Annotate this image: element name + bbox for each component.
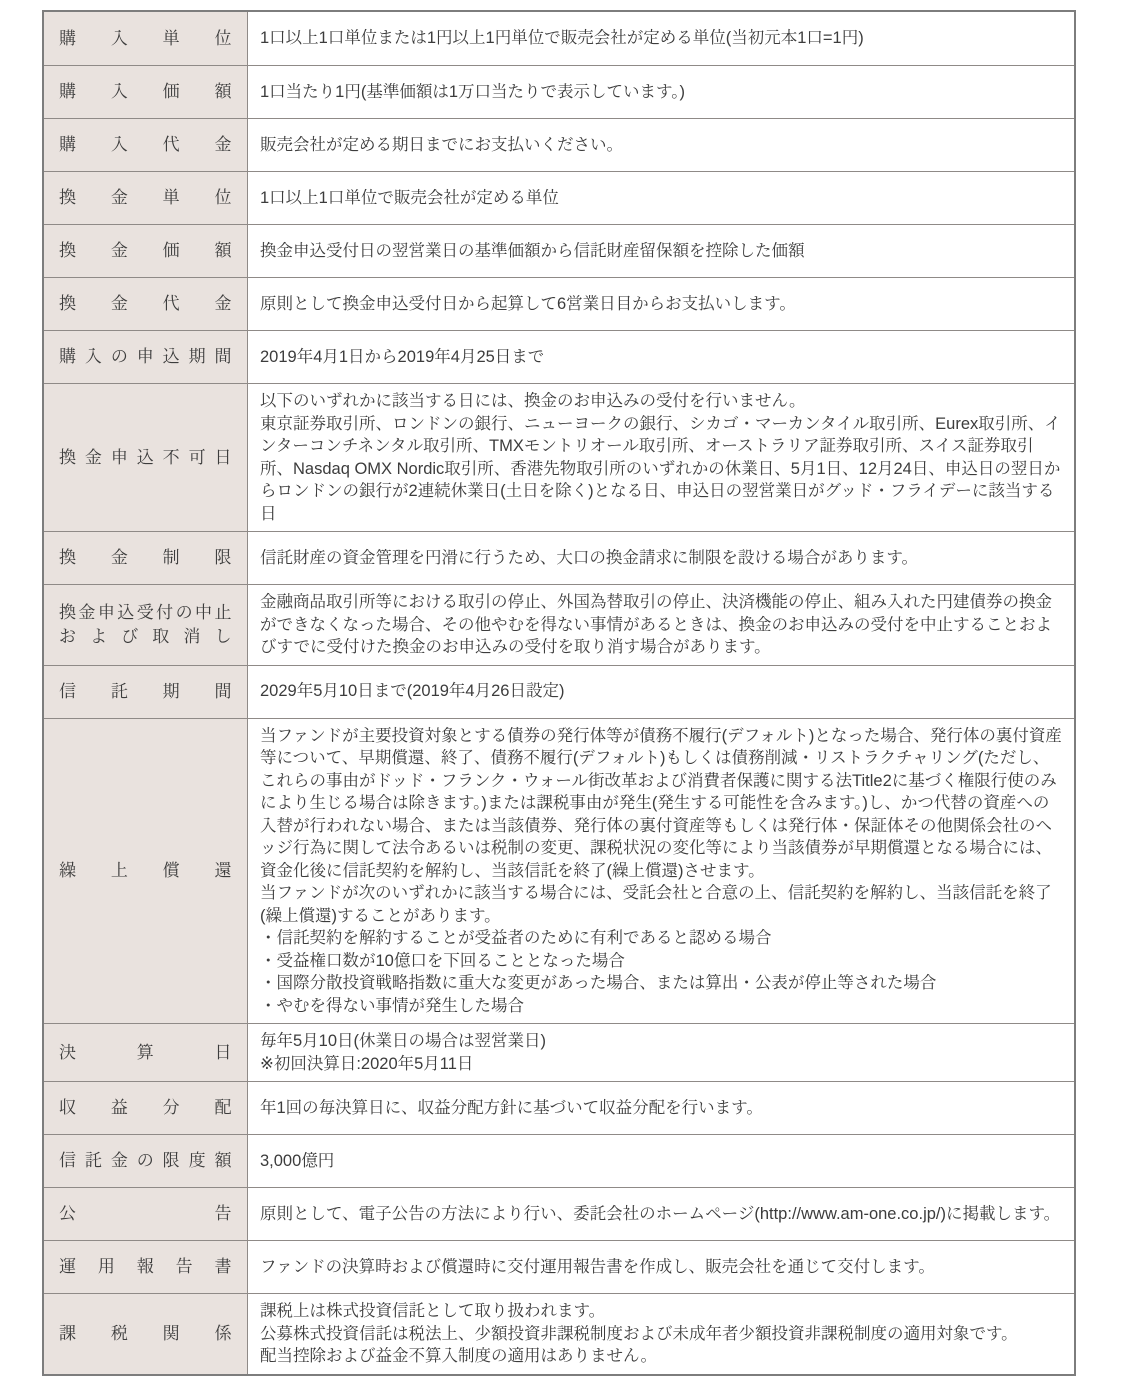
row-content-line: ※初回決算日:2020年5月11日	[260, 1054, 474, 1073]
row-label-line: 運用報告書	[59, 1257, 232, 1276]
row-label-line: 購入の申込期間	[59, 347, 232, 366]
row-content-line: 原則として、電子公告の方法により行い、委託会社のホームページ(http://www.am-one.co.jp/)に掲載します。	[260, 1204, 1061, 1223]
row-content-line: 3,000億円	[260, 1151, 335, 1170]
table-row	[44, 330, 1074, 383]
row-label-line: 換金単位	[59, 188, 232, 207]
row-label	[44, 666, 248, 718]
table-row	[44, 1134, 1074, 1187]
row-content	[248, 666, 1074, 718]
table-row	[44, 277, 1074, 330]
row-content	[248, 119, 1074, 171]
row-content-line: 以下のいずれかに該当する日には、換金のお申込みの受付を行いません。	[260, 392, 806, 410]
row-content-line: 換金申込受付日の翌営業日の基準価額から信託財産留保額を控除した価額	[260, 241, 805, 260]
row-content-line: ・やむを得ない事情が発生した場合	[260, 996, 524, 1015]
row-content-line: ファンドの決算時および償還時に交付運用報告書を作成し、販売会社を通じて交付します。	[260, 1257, 935, 1276]
row-content-line: 2029年5月10日まで(2019年4月26日設定)	[260, 682, 565, 701]
row-label-line: 換金価額	[59, 241, 232, 260]
row-label	[44, 1024, 248, 1081]
row-label-line: 信託金の限度額	[59, 1151, 232, 1170]
row-label-line: 購入単位	[59, 28, 232, 48]
row-label-line: 購入代金	[59, 135, 232, 154]
row-content	[248, 1188, 1074, 1240]
table-row	[44, 1023, 1074, 1081]
row-content-line: 2019年4月1日から2019年4月25日まで	[260, 347, 545, 366]
row-label	[44, 719, 248, 1024]
row-label	[44, 172, 248, 224]
row-label	[44, 119, 248, 171]
row-content	[248, 1082, 1074, 1134]
row-label-line: 公告	[59, 1204, 232, 1223]
row-content-line: 東京証券取引所、ロンドンの銀行、ニューヨークの銀行、シカゴ・マーカンタイル取引所、Eurex取引所、インターコンチネンタル取引所、TMXモントリオール取引所、オーストラリア証券取引所、スイス証券取引所、Nasdaq OMX Nordic取引所、香港先物取引所のいずれかの休業日、5月1日、12月24日、申込日の翌日からロンドンの銀行が2連続休業日(土日を除く)となる日、申込日の翌営業日がグッド・フライデーに該当する日	[260, 414, 1061, 523]
row-label-line: 収益分配	[59, 1098, 232, 1117]
row-content	[248, 225, 1074, 277]
table-row	[44, 171, 1074, 224]
table-row	[44, 383, 1074, 531]
table-row	[44, 665, 1074, 718]
table-row	[44, 118, 1074, 171]
row-content-line: 公募株式投資信託は税法上、少額投資非課税制度および未成年者少額投資非課税制度の適用対象です。	[260, 1324, 1018, 1343]
row-label-line: 換金申込不可日	[59, 447, 232, 467]
row-label-line: 換金申込受付の中止	[59, 602, 232, 622]
row-label	[44, 66, 248, 118]
table-row	[44, 1081, 1074, 1134]
row-content	[248, 1241, 1074, 1293]
row-content-line: 課税上は株式投資信託として取り扱われます。	[260, 1302, 606, 1320]
row-content-line: 配当控除および益金不算入制度の適用はありません。	[260, 1347, 657, 1365]
row-content-line: 信託財産の資金管理を円滑に行うため、大口の換金請求に制限を設ける場合があります。	[260, 548, 919, 567]
row-content-line: 販売会社が定める期日までにお支払いください。	[260, 135, 623, 154]
table-row	[44, 584, 1074, 665]
row-label-line: 換金制限	[59, 548, 232, 567]
row-content	[248, 532, 1074, 584]
row-label	[44, 12, 248, 65]
row-label-line: 購入価額	[59, 82, 232, 101]
row-label	[44, 1135, 248, 1187]
table-row	[44, 65, 1074, 118]
row-content-line: 年1回の毎決算日に、収益分配方針に基づいて収益分配を行います。	[260, 1098, 763, 1117]
row-content	[248, 719, 1074, 1024]
row-content-line: 毎年5月10日(休業日の場合は翌営業日)	[260, 1032, 547, 1050]
row-content-line: ・国際分散投資戦略指数に重大な変更があった場合、または算出・公表が停止等された場合	[260, 974, 937, 992]
row-label	[44, 1188, 248, 1240]
row-label	[44, 1241, 248, 1293]
table-row	[44, 531, 1074, 584]
row-label	[44, 1082, 248, 1134]
row-content	[248, 12, 1074, 65]
row-label-line: 課税関係	[59, 1323, 232, 1343]
row-content-line: 1口以上1口単位または1円以上1円単位で販売会社が定める単位(当初元本1口=1円)	[260, 29, 864, 48]
row-content-line: ・受益権口数が10億口を下回ることとなった場合	[260, 951, 625, 970]
row-label-line: 信託期間	[59, 681, 232, 701]
row-label-line: 繰上償還	[59, 860, 232, 880]
row-label	[44, 225, 248, 277]
row-content	[248, 1294, 1074, 1374]
row-label	[44, 585, 248, 665]
row-content-line: 原則として換金申込受付日から起算して6営業日目からお支払いします。	[260, 294, 796, 313]
row-content	[248, 1024, 1074, 1081]
row-label	[44, 1294, 248, 1374]
row-content	[248, 66, 1074, 118]
row-content-line: 金融商品取引所等における取引の停止、外国為替取引の停止、決済機能の停止、組み入れた円建債券の換金ができなくなった場合、その他やむを得ない事情があるときは、換金のお申込みの受付を中止することおよびすでに受付けた換金のお申込みの受付を取り消す場合があります。	[260, 593, 1052, 656]
row-label	[44, 278, 248, 330]
row-label-line: 換金代金	[59, 294, 232, 313]
row-content-line: 当ファンドが主要投資対象とする債券の発行体等が債務不履行(デフォルト)となった場合、発行体の裏付資産等について、早期償還、終了、債務不履行(デフォルト)もしくは債務削減・リストラクチャリング(ただし、これらの事由がドッド・フランク・ウォール街改革および消費者保護に関する法Title2に基づく権限行使のみにより生じる場合は除きます。)または課税事由が発生(発生する可能性を含みます。)し、かつ代替の資産への入替が行われない場合、または当該債券、発行体の裏付資産等もしくは発行体・保証体その他関係会社のヘッジ行為に関して法令あるいは税制の変更、課税状況の変化等により当該債券が早期償還となる場合には、資金化後に信託契約を解約し、当該信託を終了(繰上償還)させます。	[260, 726, 1062, 880]
table-row	[44, 718, 1074, 1024]
fund-details-table	[42, 10, 1076, 1376]
table-row	[44, 1293, 1074, 1374]
row-label	[44, 331, 248, 383]
table-row	[44, 12, 1074, 65]
row-content	[248, 172, 1074, 224]
row-content-line: 1口以上1口単位で販売会社が定める単位	[260, 188, 559, 207]
row-label-line: および取消し	[59, 626, 232, 646]
row-content	[248, 331, 1074, 383]
table-row	[44, 224, 1074, 277]
row-content	[248, 1135, 1074, 1187]
row-label	[44, 532, 248, 584]
row-label-line: 決算日	[59, 1042, 232, 1062]
row-content-line: ・信託契約を解約することが受益者のために有利であると認める場合	[260, 929, 772, 947]
row-content-line: 当ファンドが次のいずれかに該当する場合には、受託会社と合意の上、信託契約を解約し、当該信託を終了(繰上償還)することがあります。	[260, 884, 1052, 925]
row-label	[44, 384, 248, 531]
table-row	[44, 1240, 1074, 1293]
row-content	[248, 585, 1074, 665]
row-content	[248, 384, 1074, 531]
row-content	[248, 278, 1074, 330]
table-row	[44, 1187, 1074, 1240]
row-content-line: 1口当たり1円(基準価額は1万口当たりで表示しています。)	[260, 82, 685, 101]
